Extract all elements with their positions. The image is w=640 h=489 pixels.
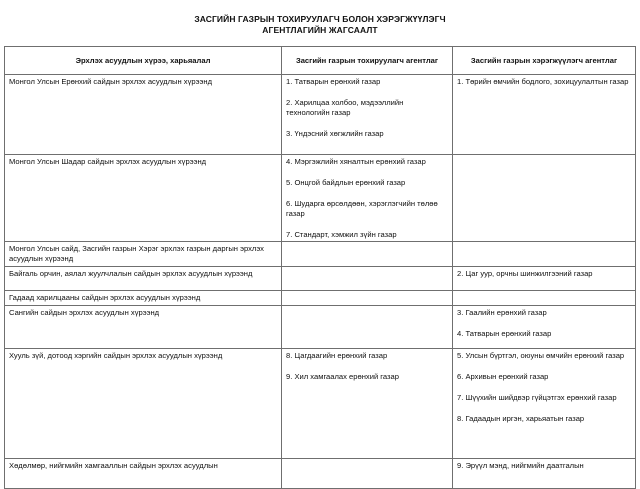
agency-item: 2. Харилцаа холбоо, мэдээллийн технологийн газар <box>286 98 404 117</box>
column-header-regulatory: Засгийн газрын тохируулагч агентлаг <box>282 47 453 75</box>
implementing-cell <box>453 75 636 155</box>
table-row <box>5 267 636 291</box>
agency-item: 3. Үндэсний хөгжлийн газар <box>286 129 384 138</box>
ministry-cell: Монгол Улсын сайд, Засгийн газрын Хэрэг эрхлэх газрын даргын эрхлэх асуудлын хүрээнд <box>5 242 282 267</box>
implementing-cell <box>453 267 636 291</box>
agency-item: 6. Шударга өрсөлдөөн, хэрэглэгчийн төлөө газар <box>286 199 438 218</box>
agency-item: 6. Архивын ерөнхий газар <box>457 372 549 381</box>
regulatory-cell <box>282 306 453 349</box>
agency-item: 3. Гаалийн ерөнхий газар <box>457 308 547 317</box>
table-row <box>5 155 636 242</box>
table-row <box>5 75 636 155</box>
table-header-row <box>5 47 636 75</box>
table-row <box>5 291 636 306</box>
document-title-line2: АГЕНТЛАГИЙН ЖАГСААЛТ <box>262 25 378 35</box>
agency-item: 5. Улсын бүртгэл, оюуны өмчийн ерөнхий газар <box>457 351 625 360</box>
regulatory-cell <box>282 459 453 489</box>
implementing-cell <box>453 306 636 349</box>
table-row <box>5 306 636 349</box>
regulatory-cell <box>282 291 453 306</box>
agency-item: 4. Татварын ерөнхий газар <box>457 329 552 338</box>
agency-item: 5. Онцгой байдлын ерөнхий газар <box>286 178 406 187</box>
implementing-cell <box>453 459 636 489</box>
agency-item: 8. Гадаадын иргэн, харьяатын газар <box>457 414 585 423</box>
ministry-cell: Монгол Улсын Шадар сайдын эрхлэх асуудлын хүрээнд <box>5 155 282 242</box>
table-row <box>5 349 636 459</box>
agency-item: 7. Стандарт, хэмжил зүйн газар <box>286 230 397 239</box>
implementing-cell <box>453 242 636 267</box>
ministry-cell: Байгаль орчин, аялал жуулчлалын сайдын эрхлэх асуудлын хүрээнд <box>5 267 282 291</box>
implementing-cell <box>453 291 636 306</box>
table-row <box>5 242 636 267</box>
agency-table <box>4 46 636 489</box>
ministry-cell: Хөдөлмөр, нийгмийн хамгааллын сайдын эрхлэх асуудлын <box>5 459 282 489</box>
agency-item: 1. Төрийн өмчийн бодлого, зохицуулалтын газар <box>457 77 629 86</box>
column-header-scope: Эрхлэх асуудлын хүрээ, харьяалал <box>5 47 282 75</box>
regulatory-cell <box>282 155 453 242</box>
implementing-cell <box>453 155 636 242</box>
agency-item: 9. Эрүүл мэнд, нийгмийн даатгалын <box>457 461 584 470</box>
ministry-cell: Сангийн сайдын эрхлэх асуудлын хүрээнд <box>5 306 282 349</box>
ministry-cell: Гадаад харилцааны сайдын эрхлэх асуудлын хүрээнд <box>5 291 282 306</box>
table-row <box>5 459 636 489</box>
agency-item: 8. Цагдаагийн ерөнхий газар <box>286 351 388 360</box>
agency-item: 9. Хил хамгаалах ерөнхий газар <box>286 372 399 381</box>
regulatory-cell <box>282 267 453 291</box>
ministry-cell: Хууль зүй, дотоод хэргийн сайдын эрхлэх асуудлын хүрээнд <box>5 349 282 459</box>
column-header-implementing: Засгийн газрын хэрэгжүүлэгч агентлаг <box>453 47 636 75</box>
ministry-cell: Монгол Улсын Ерөнхий сайдын эрхлэх асуудлын хүрээнд <box>5 75 282 155</box>
agency-item: 4. Мэргэжлийн хяналтын ерөнхий газар <box>286 157 426 166</box>
agency-item: 7. Шүүхийн шийдвэр гүйцэтгэх ерөнхий газар <box>457 393 617 402</box>
regulatory-cell <box>282 75 453 155</box>
agency-item: 2. Цаг уур, орчны шинжилгээний газар <box>457 269 593 278</box>
regulatory-cell <box>282 242 453 267</box>
document-title-line1: ЗАСГИЙН ГАЗРЫН ТОХИРУУЛАГЧ БОЛОН ХЭРЭГЖҮҮЛЭГЧ <box>194 14 446 24</box>
implementing-cell <box>453 349 636 459</box>
document-title <box>0 14 640 36</box>
agency-item: 1. Татварын ерөнхий газар <box>286 77 381 86</box>
regulatory-cell <box>282 349 453 459</box>
